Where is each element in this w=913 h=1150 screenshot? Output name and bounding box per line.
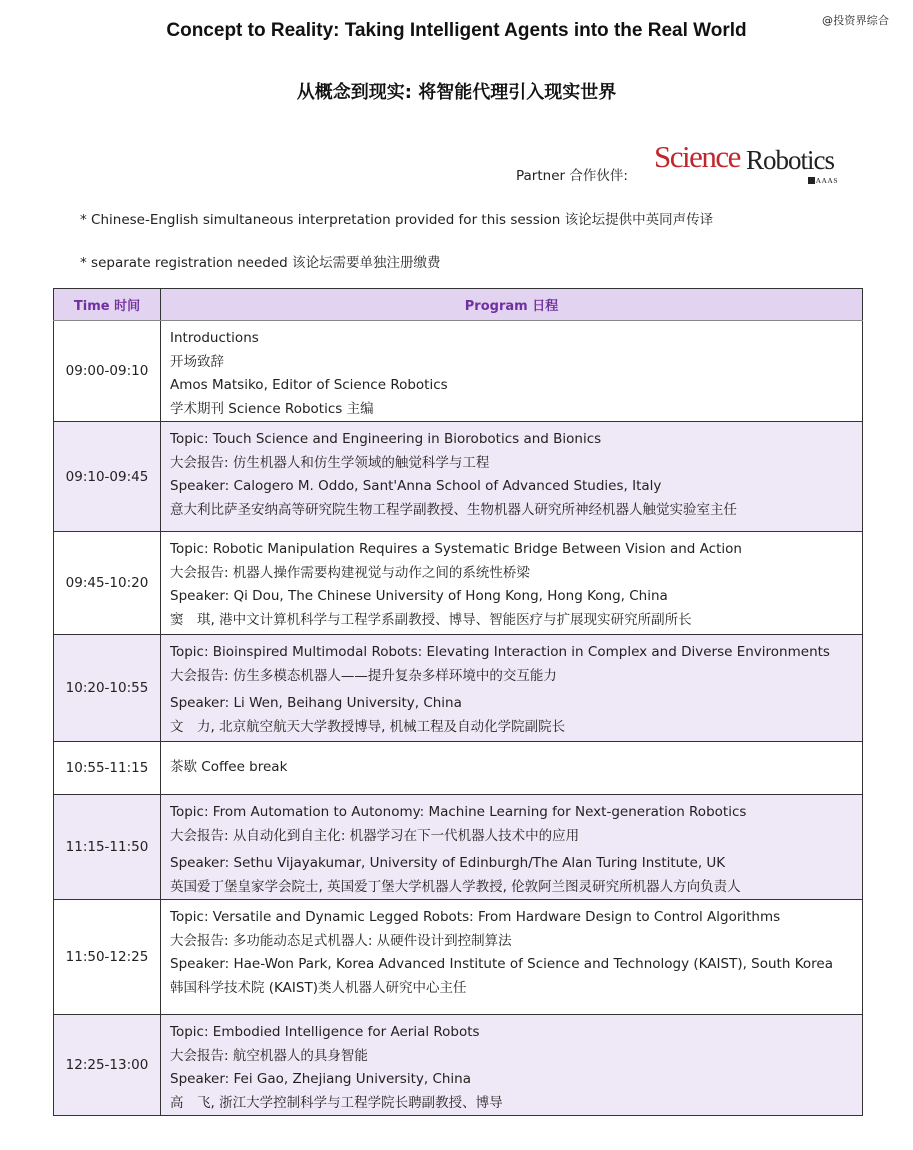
speaker: Speaker: Qi Dou, The Chinese University of Hong Kong, Hong Kong, China bbox=[170, 588, 668, 604]
table-row bbox=[54, 321, 863, 422]
program-cell bbox=[161, 422, 863, 532]
science-robotics-logo bbox=[654, 140, 840, 188]
topic: Topic: Embodied Intelligence for Aerial Robots bbox=[170, 1024, 480, 1040]
speaker: Speaker: Sethu Vijayakumar, University of Edinburgh/The Alan Turing Institute, UK bbox=[170, 855, 726, 871]
topic-zh: 大会报告: 仿生多模态机器人——提升复杂多样环境中的交互能力 bbox=[170, 667, 557, 684]
partner-label: Partner 合作伙伴: bbox=[516, 168, 628, 184]
speaker: Speaker: Hae-Won Park, Korea Advanced Institute of Science and Technology (KAIST), South Korea bbox=[170, 956, 833, 972]
session-title-zh: 开场致辞 bbox=[170, 353, 224, 370]
table-row bbox=[54, 900, 863, 1015]
time-cell: 09:00-09:10 bbox=[54, 321, 161, 422]
logo-science-text: Science bbox=[654, 139, 740, 174]
program-cell bbox=[161, 795, 863, 900]
speaker: Speaker: Fei Gao, Zhejiang University, China bbox=[170, 1071, 472, 1087]
topic-zh: 大会报告: 从自动化到自主化: 机器学习在下一代机器人技术中的应用 bbox=[170, 827, 580, 844]
topic-zh: 大会报告: 多功能动态足式机器人: 从硬件设计到控制算法 bbox=[170, 932, 512, 949]
speaker-zh: 文 力, 北京航空航天大学教授博导, 机械工程及自动化学院副院长 bbox=[170, 718, 566, 735]
table-row bbox=[54, 795, 863, 900]
table-header-row bbox=[54, 289, 863, 321]
time-cell: 09:10-09:45 bbox=[54, 422, 161, 532]
speaker-zh: 窦 琪, 港中文计算机科学与工程学系副教授、博导、智能医疗与扩展现实研究所副所长 bbox=[170, 611, 692, 628]
time-cell: 11:50-12:25 bbox=[54, 900, 161, 1015]
speaker: Speaker: Li Wen, Beihang University, China bbox=[170, 695, 462, 711]
table-row bbox=[54, 422, 863, 532]
header-time: Time 时间 bbox=[54, 289, 161, 321]
page-title-chinese: 从概念到现实: 将智能代理引入现实世界 bbox=[296, 82, 617, 103]
speaker-zh: 韩国科学技术院 (KAIST)类人机器人研究中心主任 bbox=[170, 979, 467, 996]
table-row bbox=[54, 635, 863, 742]
topic: Topic: Robotic Manipulation Requires a Systematic Bridge Between Vision and Action bbox=[170, 541, 742, 557]
topic-zh: 大会报告: 仿生机器人和仿生学领域的触觉科学与工程 bbox=[170, 454, 490, 471]
page-title-english: Concept to Reality: Taking Intelligent Agents into the Real World bbox=[166, 20, 747, 41]
speaker-zh: 学术期刊 Science Robotics 主编 bbox=[170, 400, 374, 417]
program-cell bbox=[161, 900, 863, 1015]
speaker-zh: 英国爱丁堡皇家学会院士, 英国爱丁堡大学机器人学教授, 伦敦阿兰图灵研究所机器人方向负责人 bbox=[170, 878, 741, 895]
time-cell: 12:25-13:00 bbox=[54, 1015, 161, 1116]
watermark: @投资界综合 bbox=[822, 14, 890, 27]
program-cell bbox=[161, 321, 863, 422]
table-row bbox=[54, 1015, 863, 1116]
topic: Topic: Bioinspired Multimodal Robots: Elevating Interaction in Complex and Diverse Environments bbox=[170, 644, 830, 660]
table-row bbox=[54, 532, 863, 635]
logo-robotics-text: Robotics bbox=[746, 145, 835, 175]
topic: Topic: From Automation to Autonomy: Machine Learning for Next-generation Robotics bbox=[170, 804, 747, 820]
time-cell: 11:15-11:50 bbox=[54, 795, 161, 900]
program-cell bbox=[161, 1015, 863, 1116]
program-cell bbox=[161, 532, 863, 635]
topic-zh: 大会报告: 机器人操作需要构建视觉与动作之间的系统性桥梁 bbox=[170, 564, 530, 581]
time-cell: 10:20-10:55 bbox=[54, 635, 161, 742]
topic: Topic: Versatile and Dynamic Legged Robots: From Hardware Design to Control Algorithms bbox=[170, 909, 781, 925]
aaas-icon bbox=[808, 177, 815, 184]
topic: Topic: Touch Science and Engineering in Biorobotics and Bionics bbox=[170, 431, 602, 447]
program-cell bbox=[161, 742, 863, 795]
aaas-mark: AAAS bbox=[808, 176, 838, 185]
topic-zh: 大会报告: 航空机器人的具身智能 bbox=[170, 1047, 368, 1064]
header-program: Program 日程 bbox=[161, 289, 863, 321]
speaker-zh: 高 飞, 浙江大学控制科学与工程学院长聘副教授、博导 bbox=[170, 1094, 503, 1111]
note-registration: * separate registration needed 该论坛需要单独注册缴费 bbox=[80, 255, 441, 271]
speaker: Speaker: Calogero M. Oddo, Sant'Anna School of Advanced Studies, Italy bbox=[170, 478, 662, 494]
speaker-zh: 意大利比萨圣安纳高等研究院生物工程学副教授、生物机器人研究所神经机器人触觉实验室主任 bbox=[170, 501, 737, 518]
program-table bbox=[53, 288, 863, 1116]
session-title: Introductions bbox=[170, 330, 259, 346]
time-cell: 09:45-10:20 bbox=[54, 532, 161, 635]
speaker: Amos Matsiko, Editor of Science Robotics bbox=[170, 377, 448, 393]
coffee-break: 茶歇 Coffee break bbox=[170, 759, 288, 776]
table-row bbox=[54, 742, 863, 795]
time-cell: 10:55-11:15 bbox=[54, 742, 161, 795]
program-cell bbox=[161, 635, 863, 742]
note-interpretation: * Chinese-English simultaneous interpretation provided for this session 该论坛提供中英同声传译 bbox=[80, 212, 714, 228]
